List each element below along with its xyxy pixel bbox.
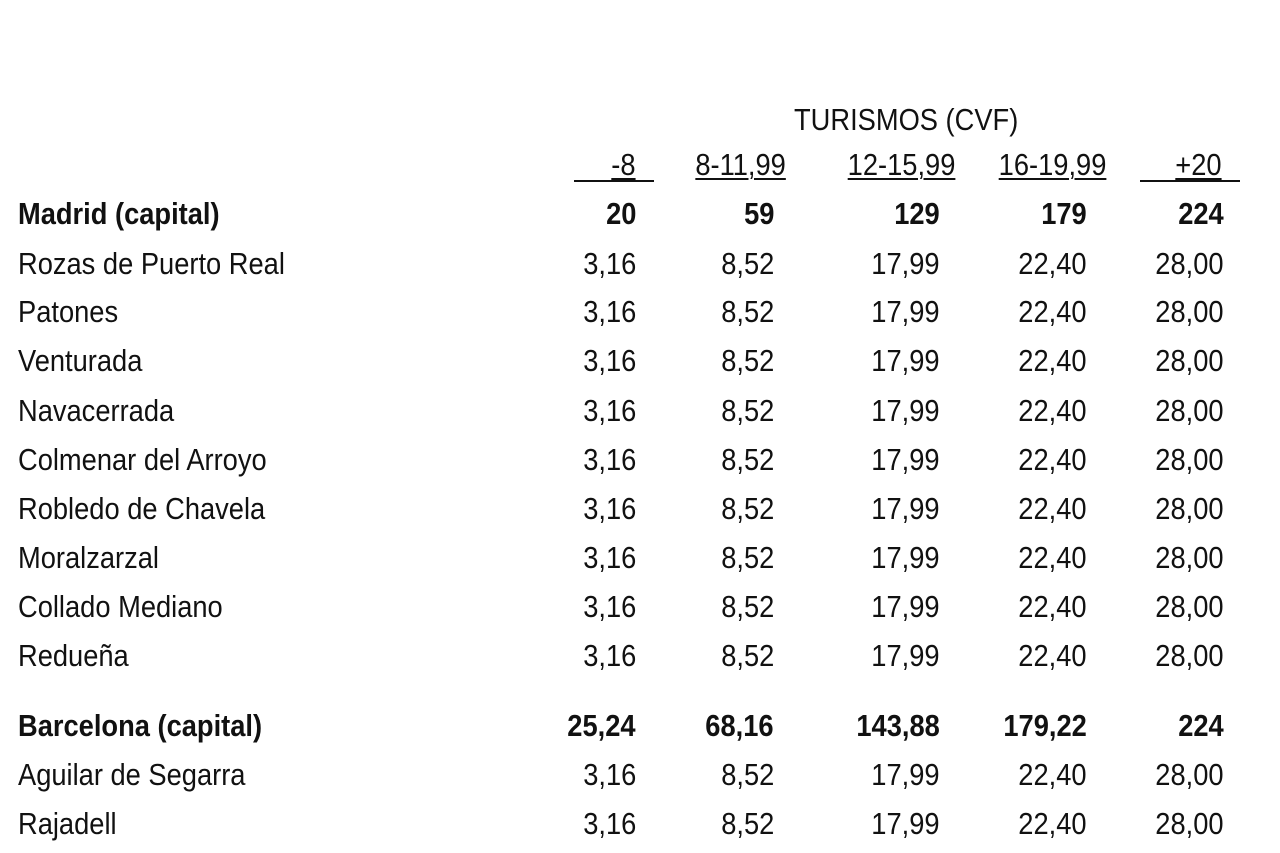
column-header-1: -8 [611, 147, 636, 182]
row-value: 17,99 [871, 343, 940, 378]
row-value: 8,52 [720, 638, 774, 673]
row-value: 3,16 [582, 638, 636, 673]
row-value: 22,40 [1018, 540, 1087, 575]
row-value: 22,40 [1018, 393, 1087, 428]
row-value: 3,16 [582, 294, 636, 329]
row-value: 17,99 [871, 806, 940, 841]
row-value: 3,16 [582, 589, 636, 624]
row-value: 28,00 [1155, 491, 1224, 526]
row-name: Patones [18, 294, 119, 329]
table-row [0, 536, 1280, 580]
column-header-3: 12-15,99 [847, 147, 955, 182]
row-value: 17,99 [871, 638, 940, 673]
column-header-4: 16-19,99 [998, 147, 1106, 182]
row-value: 22,40 [1018, 491, 1087, 526]
row-name: Venturada [18, 343, 143, 378]
row-value: 179 [1041, 196, 1087, 231]
row-value: 8,52 [720, 442, 774, 477]
row-value: 28,00 [1155, 442, 1224, 477]
row-value: 8,52 [720, 246, 774, 281]
row-name: Rajadell [18, 806, 117, 841]
table-row [0, 290, 1280, 334]
row-value: 8,52 [720, 343, 774, 378]
row-value: 8,52 [720, 806, 774, 841]
row-value: 8,52 [720, 491, 774, 526]
row-value: 22,40 [1018, 294, 1087, 329]
row-value: 8,52 [720, 757, 774, 792]
row-value: 3,16 [582, 246, 636, 281]
row-value: 3,16 [582, 806, 636, 841]
row-value: 28,00 [1155, 343, 1224, 378]
row-value: 17,99 [871, 589, 940, 624]
row-name: Redueña [18, 638, 129, 673]
row-value: 68,16 [705, 708, 774, 743]
row-value: 3,16 [582, 540, 636, 575]
column-header-5: +20 [1175, 147, 1222, 182]
row-name: Robledo de Chavela [18, 491, 266, 526]
row-name: Rozas de Puerto Real [18, 246, 285, 281]
row-name: Collado Mediano [18, 589, 223, 624]
row-value: 8,52 [720, 294, 774, 329]
row-value: 28,00 [1155, 757, 1224, 792]
row-value: 143,88 [856, 708, 940, 743]
table-row [0, 389, 1280, 433]
row-value: 28,00 [1155, 806, 1224, 841]
row-value: 22,40 [1018, 246, 1087, 281]
row-value: 224 [1178, 196, 1224, 231]
row-value: 25,24 [567, 708, 636, 743]
row-value: 28,00 [1155, 393, 1224, 428]
row-value: 8,52 [720, 393, 774, 428]
row-value: 28,00 [1155, 589, 1224, 624]
row-value: 28,00 [1155, 246, 1224, 281]
row-value: 22,40 [1018, 757, 1087, 792]
row-value: 17,99 [871, 757, 940, 792]
table-row [0, 585, 1280, 629]
row-value: 17,99 [871, 540, 940, 575]
table-row [0, 634, 1280, 678]
row-value: 17,99 [871, 294, 940, 329]
row-value: 3,16 [582, 442, 636, 477]
table-row [0, 242, 1280, 286]
column-headers [0, 145, 1280, 187]
row-value: 59 [743, 196, 774, 231]
row-value: 28,00 [1155, 638, 1224, 673]
table-row [0, 438, 1280, 482]
group-title: TURISMOS (CVF) [794, 102, 1019, 137]
row-value: 22,40 [1018, 343, 1087, 378]
row-value: 17,99 [871, 491, 940, 526]
row-value: 3,16 [582, 393, 636, 428]
row-value: 129 [894, 196, 940, 231]
row-value: 17,99 [871, 393, 940, 428]
row-value: 28,00 [1155, 540, 1224, 575]
row-value: 28,00 [1155, 294, 1224, 329]
row-value: 3,16 [582, 757, 636, 792]
row-name: Moralzarzal [18, 540, 159, 575]
row-name: Madrid (capital) [18, 196, 220, 231]
row-value: 22,40 [1018, 806, 1087, 841]
row-value: 3,16 [582, 343, 636, 378]
row-name: Barcelona (capital) [18, 708, 263, 743]
column-header-2: 8-11,99 [695, 147, 786, 182]
table-row [0, 704, 1280, 748]
table-row [0, 753, 1280, 797]
row-value: 22,40 [1018, 589, 1087, 624]
row-value: 179,22 [1003, 708, 1087, 743]
table-row [0, 192, 1280, 236]
row-value: 20 [605, 196, 636, 231]
row-value: 22,40 [1018, 442, 1087, 477]
row-value: 17,99 [871, 442, 940, 477]
row-name: Navacerrada [18, 393, 175, 428]
table-row [0, 802, 1280, 846]
table-row [0, 339, 1280, 383]
row-name: Aguilar de Segarra [18, 757, 246, 792]
row-value: 17,99 [871, 246, 940, 281]
row-name: Colmenar del Arroyo [18, 442, 267, 477]
table-row [0, 487, 1280, 531]
row-value: 22,40 [1018, 638, 1087, 673]
row-value: 8,52 [720, 589, 774, 624]
row-value: 224 [1178, 708, 1224, 743]
row-value: 8,52 [720, 540, 774, 575]
row-value: 3,16 [582, 491, 636, 526]
